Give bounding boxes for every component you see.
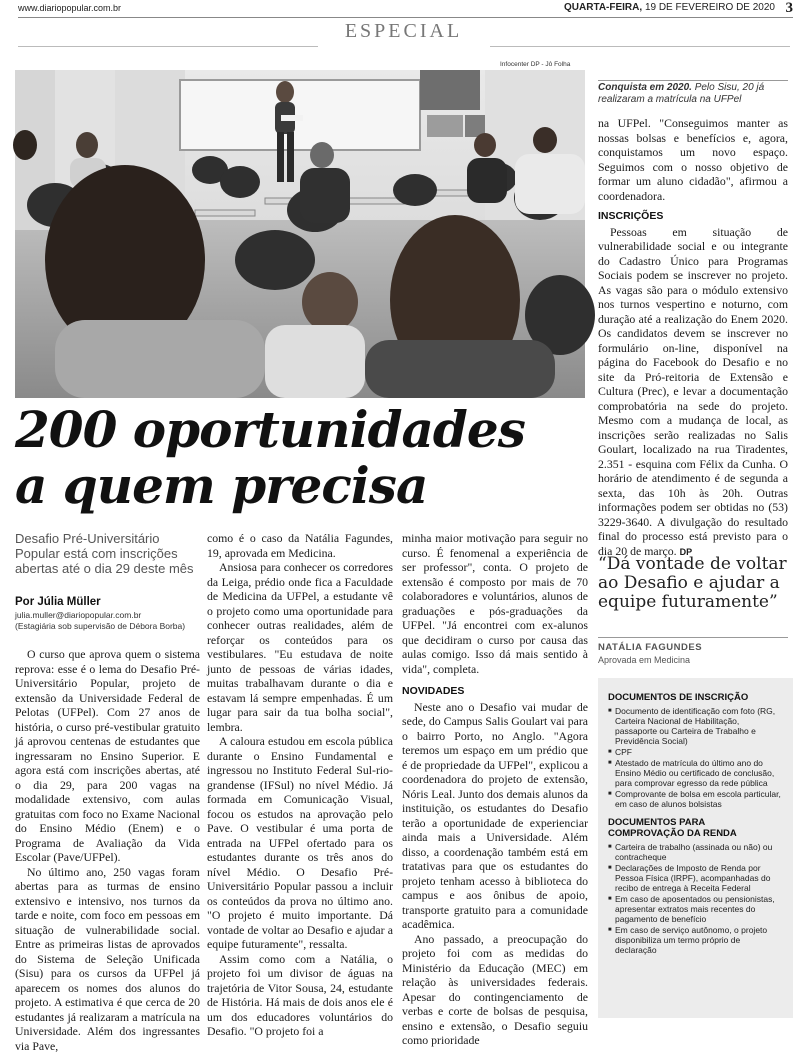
col3-paragraph-2: Neste ano o Desafio vai mudar de sede, do Campus Salis Goulart vai para o bairro Porto, no Anglo. "Agora teremos um espaço em um prédio que é de propriedade da UFPel", explicou a coordenadora do projeto de extensão, Nóris Leal. Junto dos demais alunos da instituição, os estudantes do Desafio terão a oportunidade de experienciar ainda mais a Universidade. Além disso, a coordenação também está em tratativas para que os estudantes do projeto tenham acesso à biblioteca do campus e aos ônibus de apoio, transporte gratuito para a comunidade acadêmica. xyxy=(402,700,588,932)
article-deck: Desafio Pré-Universitário Popular está com inscrições abertas até o dia 29 deste mês xyxy=(15,531,195,576)
signature-dp: DP xyxy=(680,547,693,557)
subhead-inscricoes: INSCRIÇÕES xyxy=(598,209,788,224)
list-item: ■ Atestado de matrícula do último ano do Ensino Médio ou certificado de conclusão, para comprovar egresso da rede pública xyxy=(608,758,783,788)
issue-weekday: QUARTA-FEIRA, xyxy=(564,2,642,13)
issue-date xyxy=(564,2,775,13)
pull-quote: “Dá vontade de voltar ao Desafio e ajudar a equipe futuramente” xyxy=(598,555,793,612)
article-column-1 xyxy=(15,647,200,1053)
classroom-illustration xyxy=(15,70,585,398)
pull-quote-role: Aprovada em Medicina xyxy=(598,655,788,665)
site-url[interactable]: www.diariopopular.com.br xyxy=(18,3,121,13)
article-column-3 xyxy=(402,531,588,1048)
section-rule-left xyxy=(18,46,318,47)
col2-paragraph-4: Assim como com a Natália, o projeto foi um divisor de águas na trajetória de Vitor Sousa, 24, estudante de História. Há mais de dois anos ele é um dos educadores voluntários do Desafio. "O projeto foi a xyxy=(207,952,393,1039)
list-item: ■ Declarações de Imposto de Renda por Pessoa Física (IRPF), acompanhadas do recibo de entrega à Receita Federal xyxy=(608,863,783,893)
page-number: 3 xyxy=(786,0,794,17)
list-item: ■ Em caso de aposentados ou pensionistas, apresentar extratos mais recentes do pagamento de benefício xyxy=(608,894,783,924)
docs-title-inscricao: DOCUMENTOS DE INSCRIÇÃO xyxy=(608,692,783,703)
list-item: ■ Comprovante de bolsa em escola particular, em caso de alunos bolsistas xyxy=(608,789,783,809)
documents-box xyxy=(598,678,793,1018)
photo-credit: Infocenter DP - Jô Folha xyxy=(500,61,570,68)
col4-paragraph-2 xyxy=(598,225,788,560)
col2-paragraph-2: Ansiosa para conhecer os corredores da Leiga, prédio onde fica a Faculdade de Medicina da UFPel, a estudante vê o projeto como uma oportunidade para conhecer outras realidades, além de reforçar os conteúdos para os vestibulares. "Eu estudava de noite junto de pessoas de várias idades, muitas trabalhavam durante o dia e estavam lá sempre empenhadas. É um lugar para sair da tua bolha social", lembra. xyxy=(207,560,393,734)
col2-paragraph-1: como é o caso da Natália Fagundes, 19, aprovada em Medicina. xyxy=(207,531,393,560)
docs-list-renda xyxy=(608,842,783,955)
subhead-novidades: NOVIDADES xyxy=(402,684,588,699)
classroom-photo xyxy=(15,70,585,398)
caption-lead: Conquista em 2020. xyxy=(598,82,692,93)
pull-quote-author: NATÁLIA FAGUNDES xyxy=(598,642,788,653)
docs-list-inscricao xyxy=(608,706,783,809)
photo-caption xyxy=(598,80,788,106)
byline-author: Por Júlia Müller xyxy=(15,596,205,608)
docs-title-renda: DOCUMENTOS PARA COMPROVAÇÃO DA RENDA xyxy=(608,817,783,839)
col3-paragraph-3: Ano passado, a preocupação do projeto foi com as medidas do Ministério da Educação (MEC) em relação às universidades federais. Apesar do contingenciamento de verbas e corte de bolsas de pesquisa, ensino e extensão, o Desafio seguiu como prioridade xyxy=(402,932,588,1048)
section-rule-right xyxy=(490,46,790,47)
article-column-2 xyxy=(207,531,393,1039)
caption-text: Pelo Sisu, 20 já realizaram a matrícula na UFPel xyxy=(598,82,764,105)
list-item: ■ Em caso de serviço autônomo, o projeto disponibiliza um termo próprio de declaração xyxy=(608,925,783,955)
section-title: ESPECIAL xyxy=(0,20,807,43)
page-header xyxy=(0,0,807,18)
headline xyxy=(15,402,595,514)
list-item: ■ Documento de identificação com foto (RG, Carteira Nacional de Habilitação, passaporte ou Carteira de Trabalho e Previdência Social) xyxy=(608,706,783,746)
byline xyxy=(15,596,205,632)
col3-paragraph-1: minha maior motivação para seguir no curso. É fenomenal a experiência de ser professor", conta. O projeto de extensão é composto por mais de 70 colaboradores e voluntários, alunos de graduações e pós-graduações da UFPel. "Já encontrei com ex-alunos que decidiram o curso por causa das aulas comigo. Isso dá mais sentido à vida", completa. xyxy=(402,531,588,676)
header-rule xyxy=(18,17,793,18)
byline-email[interactable]: julia.muller@diariopopular.com.br xyxy=(15,610,205,621)
col4-paragraph-2-text: Pessoas em situação de vulnerabilidade social e ou integrante do Cadastro Único para Programas Sociais podem se inscrever no projeto. As vagas são para o módulo extensivo nos turnos vespertino e noturno, com duração até a realização do Enem 2020. Os candidatos devem se inscrever no formulário on-line, disponível na página do Facebook do Desafio e no site da Pró-reitoria de Extensão e Cultura (Prec), e levar a documentação comprobatória na sede do projeto. Mesmo com a mudança de local, as inscrições serão realizadas no Salis Goulart, localizado na rua Tiradentes, 2.351 - esquina com Félix da Cunha. O horário de atendimento é de segunda a sexta, das 10h às 20h. Outras informações podem ser obtidas no (53) 3229-3640. A divulgação do resultado final do processo está previsto para o dia 20 de março. xyxy=(598,225,788,558)
headline-line-2: a quem precisa xyxy=(15,456,427,515)
col1-paragraph-2: No último ano, 250 vagas foram abertas para as turmas de ensino extensivo e intensivo, nos turnos da tarde e noite, com foco em pessoas em situação de vulnerabilidade social. Entre as primeiras listas de aprovados do Sistema de Seleção Unificada (Sisu) para os cursos da UFPel já aparecem os nomes dos alunos do projeto. A estimativa é que cerca de 20 estudantes já realizaram a matrícula na Universidade. Além dos ingressantes via Pave, xyxy=(15,865,200,1053)
col1-paragraph-1: O curso que aprova quem o sistema reprova: esse é o lema do Desafio Pré-Universitário Popular, projeto de extensão da Universidade Federal de Pelotas (UFPel). Com 27 anos de história, o curso pré-vestibular gratuito já aprovou centenas de estudantes que ingressaram no Ensino Superior. E agora está com inscrições abertas, até o dia 29, para 200 vagas na modalidade extensivo, com aulas gratuitas com foco no Exame Nacional do Ensino Médio (Enem) e o Programa de Avaliação da Vida Escolar (Pave/UFPel). xyxy=(15,647,200,865)
list-item: ■ CPF xyxy=(608,747,783,757)
list-item: ■ Carteira de trabalho (assinada ou não) ou contracheque xyxy=(608,842,783,862)
col2-paragraph-3: A caloura estudou em escola pública durante o Ensino Fundamental e ingressou no Instituto Federal Sul-rio-grandense (IFSul) no nível Médio. Já formada em Comunicação Visual, focou os estudos na aprovação pelo Pave. O vestibular é uma porta de entrada na UFPel ofertado para os estudantes durante os três anos do nível Médio. O Desafio Pré-Universitário Popular passou a incluir os conteúdos da prova no último ano. "O projeto é muito importante. Dá vontade de voltar ao Desafio e ajudar a equipe futuramente", ressalta. xyxy=(207,734,393,952)
byline-note: (Estagiária sob supervisão de Débora Borba) xyxy=(15,621,205,632)
headline-line-1: 200 oportunidades xyxy=(15,400,525,459)
col4-paragraph-1: na UFPel. "Conseguimos manter as nossas bolsas e benefícios e, agora, conquistamos um novo espaço. Seguimos com o nosso objetivo de formar um aluno cidadão", afirmou a coordenadora. xyxy=(598,116,788,203)
article-column-4 xyxy=(598,116,788,559)
pull-quote-rule xyxy=(598,637,788,638)
issue-date-text: 19 DE FEVEREIRO DE 2020 xyxy=(645,2,775,13)
